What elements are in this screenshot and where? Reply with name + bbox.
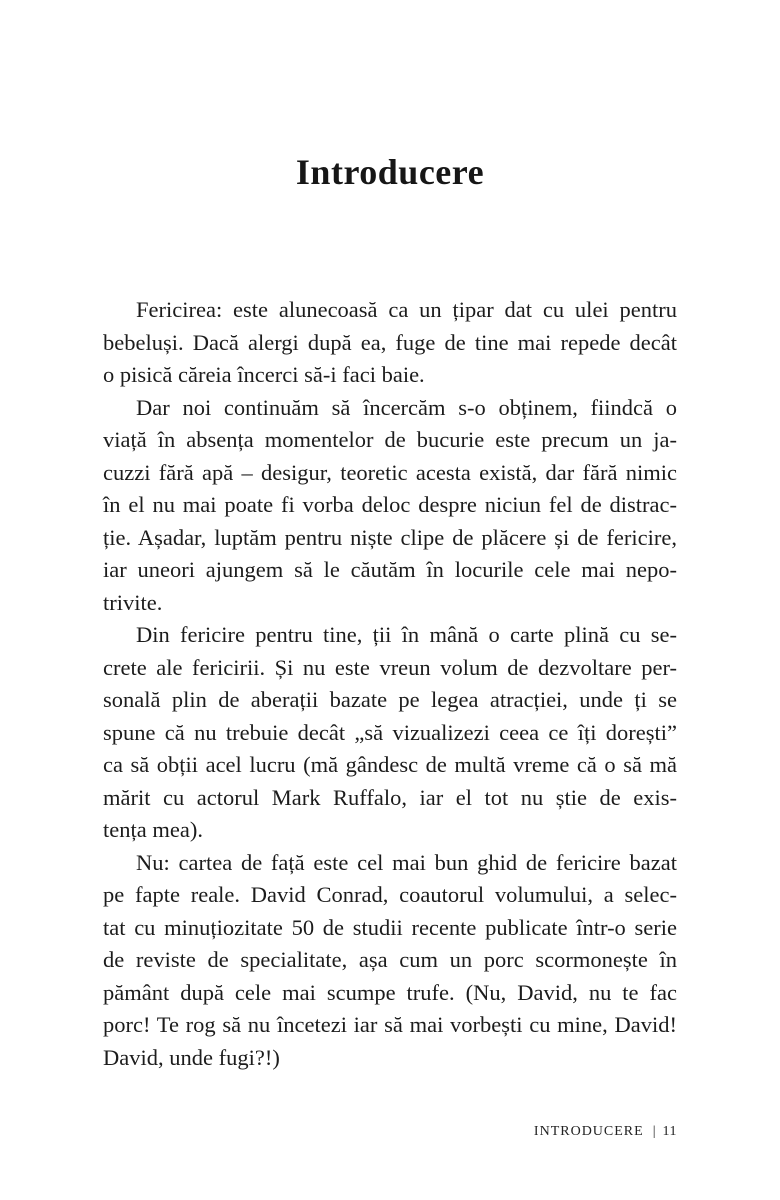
text-line: cuzzi fără apă – desigur, teoretic acesta există, dar fără nimic [103, 459, 677, 485]
text-line: Din fericire pentru tine, ții în mână o carte plină cu se- [136, 622, 677, 647]
text-line: sonală plin de aberații bazate pe legea atracției, unde ți se [103, 687, 677, 712]
text-line: viață în absența momentelor de bucurie este precum un ja- [103, 427, 677, 452]
text-line: ca să obții acel lucru (mă gândesc de multă vreme că o să mă [103, 752, 677, 777]
paragraph [103, 847, 677, 1075]
text-line: spune că nu trebuie decât „să vizualizezi ceea ce îți dorești” [103, 719, 677, 745]
text-line: de reviste de specialitate, așa cum un porc scormonește în [103, 947, 677, 972]
text-block [103, 294, 677, 1074]
text-line: Dar noi continuăm să încercăm s-o obținem, fiindcă o [136, 394, 677, 420]
text-line: Nu: cartea de față este cel mai bun ghid de fericire bazat [136, 849, 677, 875]
text-line: Fericirea: este alunecoasă ca un țipar dat cu ulei pentru [136, 297, 677, 322]
text-line: crete ale fericirii. Și nu este vreun volum de dezvoltare per- [103, 654, 677, 680]
text-line: iar uneori ajungem să le căutăm în locurile cele mai nepo- [103, 557, 677, 582]
text-line: ție. Așadar, luptăm pentru niște clipe de plăcere și de fericire, [103, 524, 677, 550]
text-line: bebeluși. Dacă alergi după ea, fuge de tine mai repede decât [103, 329, 677, 355]
text-line: în el nu mai poate fi vorba deloc despre niciun fel de distrac- [103, 492, 677, 517]
paragraph [103, 392, 677, 620]
footer-separator: | [652, 1124, 656, 1139]
text-line: mărit cu actorul Mark Ruffalo, iar el tot nu știe de exis- [103, 784, 677, 810]
text-line: trivite. [103, 589, 163, 615]
footer-page-number: 11 [662, 1124, 677, 1139]
text-line: tat cu minuțiozitate 50 de studii recente publicate într-o serie [103, 914, 677, 940]
chapter-title: Introducere [295, 152, 485, 193]
text-line: pământ după cele mai scumpe trufe. (Nu, David, nu te fac [103, 979, 677, 1005]
page-footer [103, 1124, 677, 1140]
text-line: pe fapte reale. David Conrad, coautorul volumului, a selec- [103, 882, 677, 907]
paragraph [103, 294, 677, 392]
text-line: David, unde fugi?!) [103, 1044, 280, 1070]
paragraph [103, 619, 677, 847]
text-line: tența mea). [103, 817, 203, 842]
text-line: porc! Te rog să nu încetezi iar să mai vorbești cu mine, David! [103, 1012, 677, 1037]
text-line: o pisică căreia încerci să-i faci baie. [103, 362, 425, 387]
footer-section-label: INTRODUCERE [533, 1124, 644, 1139]
